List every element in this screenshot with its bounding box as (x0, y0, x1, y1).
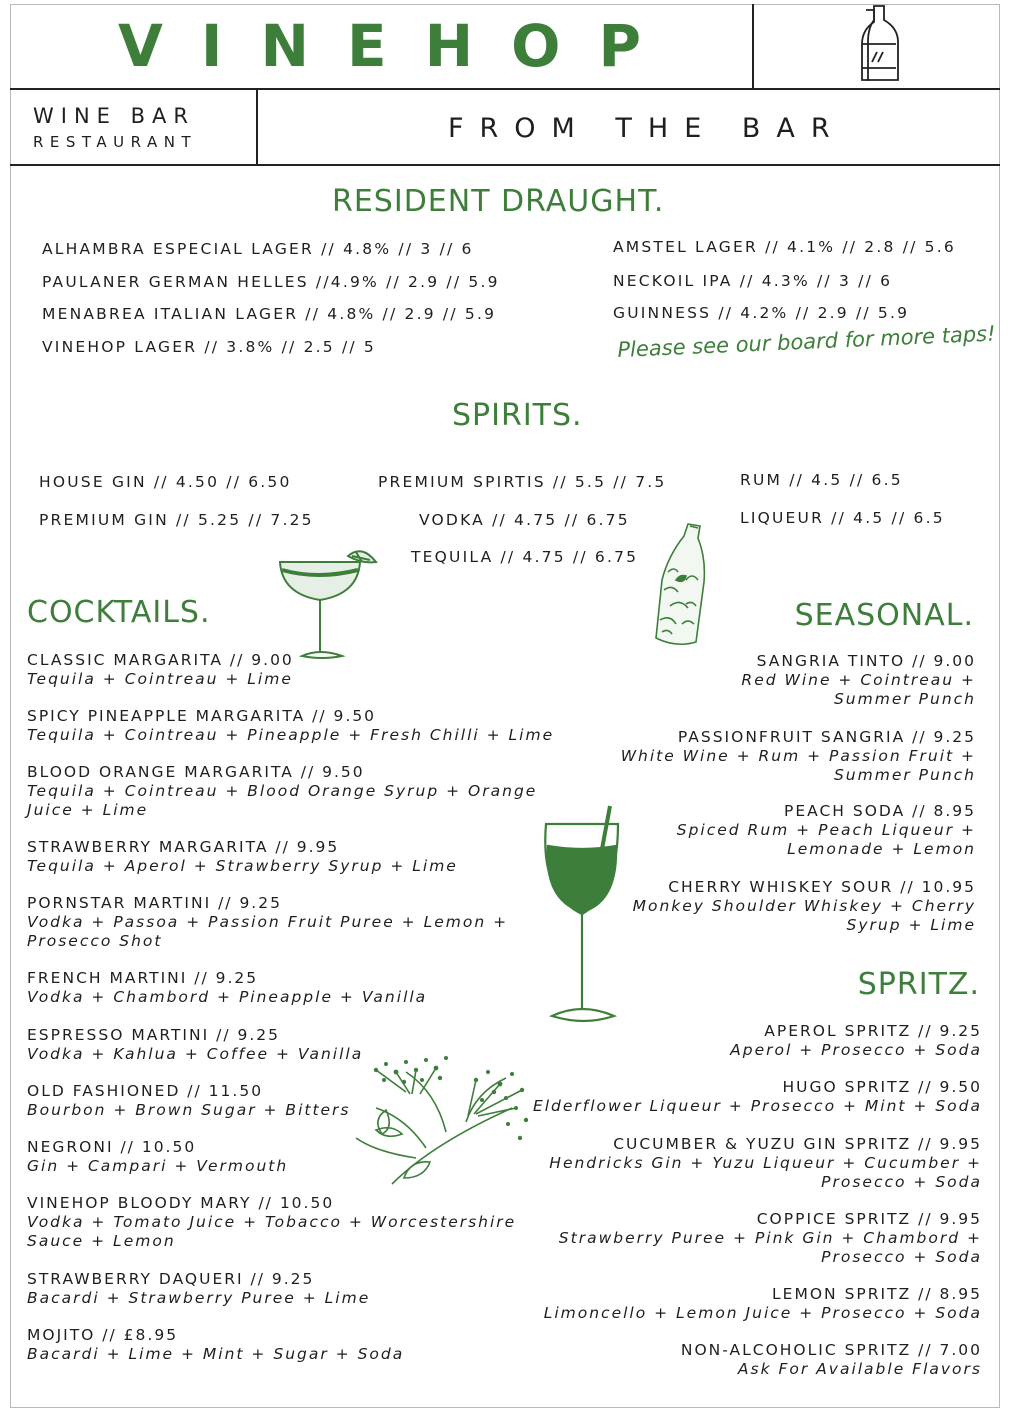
spritz-item (533, 1078, 982, 1116)
cocktail-item (27, 1270, 370, 1308)
item-desc: Limoncello + Lemon Juice + Prosecco + Soda (543, 1304, 982, 1322)
item-name: CUCUMBER & YUZU GIN SPRITZ // 9.95 (613, 1135, 982, 1153)
item-desc: Aperol + Prosecco + Soda (730, 1041, 982, 1059)
item-desc: Strawberry Puree + Pink Gin + Chambord + Prosecco + Soda (558, 1229, 982, 1266)
spirit-item: TEQUILA // 4.75 // 6.75 (411, 548, 639, 566)
item-desc: Vodka + Chambord + Pineapple + Vanilla (27, 988, 428, 1006)
item-name: SPICY PINEAPPLE MARGARITA // 9.50 (27, 707, 377, 725)
cocktails-title: COCKTAILS. (27, 595, 211, 630)
cocktail-item (27, 1326, 404, 1364)
item-name: STRAWBERRY MARGARITA // 9.95 (27, 838, 340, 856)
item-name: APEROL SPRITZ // 9.25 (764, 1022, 982, 1040)
spirit-item: PREMIUM GIN // 5.25 // 7.25 (39, 511, 314, 529)
item-name: ESPRESSO MARTINI // 9.25 (27, 1026, 280, 1044)
cocktail-item (27, 969, 427, 1007)
seasonal-item (677, 802, 976, 859)
item-desc: Vodka + Passoa + Passion Fruit Puree + Lemon + Prosecco Shot (27, 913, 509, 950)
draught-item: MENABREA ITALIAN LAGER // 4.8% // 2.9 // 5.9 (42, 305, 497, 323)
spritz-item (559, 1210, 982, 1267)
item-desc: Red Wine + Cointreau + Summer Punch (741, 671, 976, 708)
item-desc: White Wine + Rum + Passion Fruit + Summer Punch (620, 747, 976, 784)
item-desc: Elderflower Liqueur + Prosecco + Mint + Soda (532, 1097, 982, 1115)
draught-item: PAULANER GERMAN HELLES //4.9% // 2.9 // 5.9 (42, 273, 500, 291)
header-divider-vertical (752, 4, 754, 89)
spirit-item: HOUSE GIN // 4.50 // 6.50 (39, 473, 292, 491)
item-name: NEGRONI // 10.50 (27, 1138, 197, 1156)
elderflower-sprig-icon (356, 1050, 536, 1190)
item-desc: Tequila + Aperol + Strawberry Syrup + Lime (27, 857, 458, 875)
cocktail-item (27, 651, 294, 689)
bottles-icon (852, 4, 906, 82)
spirit-item: LIQUEUR // 4.5 // 6.5 (740, 509, 945, 527)
cocktail-item (27, 707, 554, 745)
item-desc: Vodka + Tomato Juice + Tobacco + Worcestershire Sauce + Lemon (27, 1213, 517, 1250)
cocktail-item (27, 838, 458, 876)
draught-item: NECKOIL IPA // 4.3% // 3 // 6 (613, 272, 893, 290)
item-name: OLD FASHIONED // 11.50 (27, 1082, 264, 1100)
seasonal-item (741, 652, 976, 709)
spritz-title: SPRITZ. (857, 967, 980, 1002)
subtitle-wine-bar: WINE BAR (33, 104, 195, 128)
item-desc: Ask For Available Flavors (737, 1360, 982, 1378)
item-name: FRENCH MARTINI // 9.25 (27, 969, 259, 987)
cocktail-item (27, 894, 508, 951)
item-desc: Tequila + Cointreau + Pineapple + Fresh Chilli + Lime (27, 726, 555, 744)
item-desc: Bacardi + Lime + Mint + Sugar + Soda (27, 1345, 405, 1363)
item-desc: Bacardi + Strawberry Puree + Lime (27, 1289, 371, 1307)
spirit-item: RUM // 4.5 // 6.5 (740, 471, 903, 489)
page-title: FROM THE BAR (448, 113, 846, 144)
item-desc: Gin + Campari + Vermouth (27, 1157, 289, 1175)
draught-title: RESIDENT DRAUGHT. (332, 184, 665, 219)
cocktail-item (27, 1082, 351, 1120)
item-desc: Spiced Rum + Peach Liqueur + Lemonade + Lemon (676, 821, 976, 858)
item-name: MOJITO // £8.95 (27, 1326, 179, 1344)
spritz-item (544, 1285, 982, 1323)
cocktail-item (27, 1194, 516, 1251)
spritz-item (681, 1341, 982, 1379)
draught-item: GUINNESS // 4.2% // 2.9 // 5.9 (613, 304, 910, 322)
spirit-item: PREMIUM SPIRTIS // 5.5 // 7.5 (378, 473, 667, 491)
subheader-divider (256, 89, 258, 165)
item-desc: Tequila + Cointreau + Lime (27, 670, 293, 688)
spirits-title: SPIRITS. (452, 398, 583, 433)
item-name: LEMON SPRITZ // 8.95 (772, 1285, 982, 1303)
header-divider-bottom (10, 164, 1000, 166)
item-name: PASSIONFRUIT SANGRIA // 9.25 (677, 728, 976, 746)
item-name: PEACH SODA // 8.95 (784, 802, 976, 820)
spirit-item: VODKA // 4.75 // 6.75 (419, 511, 630, 529)
seasonal-item (633, 878, 976, 935)
taps-note: Please see our board for more taps! (616, 321, 996, 362)
cocktail-item (27, 763, 537, 820)
cocktail-item (27, 1138, 288, 1176)
draught-item: AMSTEL LAGER // 4.1% // 2.8 // 5.6 (613, 238, 956, 256)
item-name: PORNSTAR MARTINI // 9.25 (27, 894, 282, 912)
seasonal-title: SEASONAL. (794, 598, 974, 633)
item-desc: Monkey Shoulder Whiskey + Cherry Syrup + Lime (632, 897, 976, 934)
header-divider-top (10, 88, 1000, 90)
item-name: SANGRIA TINTO // 9.00 (756, 652, 976, 670)
item-name: CHERRY WHISKEY SOUR // 10.95 (668, 878, 976, 896)
item-name: BLOOD ORANGE MARGARITA // 9.50 (27, 763, 365, 781)
draught-item: VINEHOP LAGER // 3.8% // 2.5 // 5 (42, 338, 376, 356)
wine-glass-icon (540, 802, 626, 1028)
item-name: HUGO SPRITZ // 9.50 (782, 1078, 982, 1096)
item-name: CLASSIC MARGARITA // 9.00 (27, 651, 294, 669)
item-desc: Tequila + Cointreau + Blood Orange Syrup + Orange Juice + Lime (27, 782, 538, 819)
brand-title: VINEHOP (118, 12, 679, 80)
cocktail-item (27, 1026, 363, 1064)
item-name: NON-ALCOHOLIC SPRITZ // 7.00 (680, 1341, 982, 1359)
decorated-bottle-icon (646, 520, 714, 650)
item-name: VINEHOP BLOODY MARY // 10.50 (27, 1194, 335, 1212)
item-desc: Vodka + Kahlua + Coffee + Vanilla (27, 1045, 364, 1063)
item-name: COPPICE SPRITZ // 9.95 (756, 1210, 982, 1228)
item-desc: Hendricks Gin + Yuzu Liqueur + Cucumber + Prosecco + Soda (549, 1154, 982, 1191)
draught-item: ALHAMBRA ESPECIAL LAGER // 4.8% // 3 // 6 (42, 240, 474, 258)
spritz-item (549, 1135, 982, 1192)
margarita-glass-icon (276, 548, 392, 664)
item-desc: Bourbon + Brown Sugar + Bitters (27, 1101, 351, 1119)
subtitle-restaurant: RESTAURANT (33, 133, 198, 151)
seasonal-item (621, 728, 976, 785)
spritz-item (730, 1022, 982, 1060)
item-name: STRAWBERRY DAQUERI // 9.25 (27, 1270, 315, 1288)
